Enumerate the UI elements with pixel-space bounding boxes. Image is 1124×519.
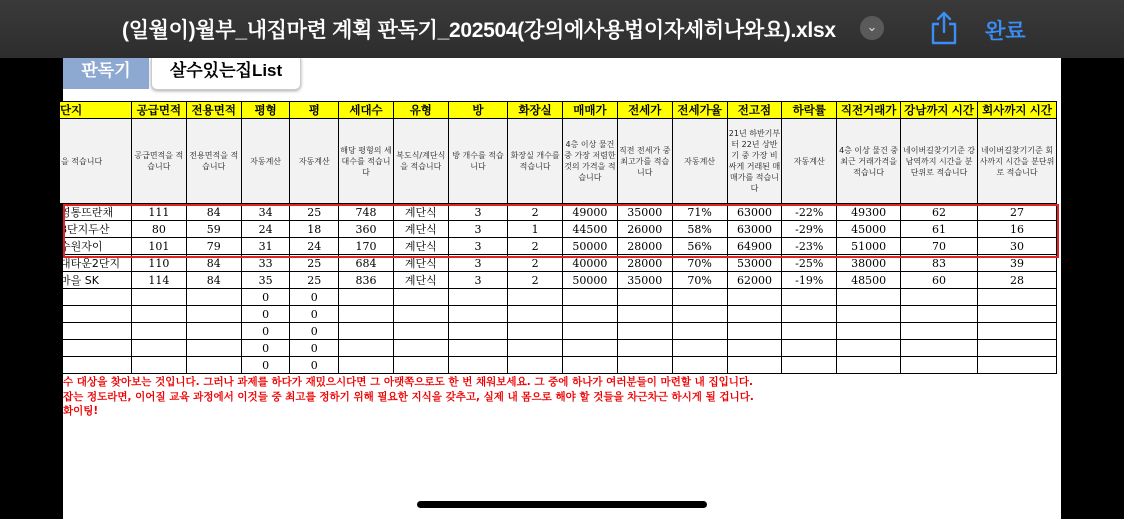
table-cell[interactable] <box>617 306 672 323</box>
table-cell[interactable] <box>782 289 837 306</box>
table-cell[interactable]: 62000 <box>727 272 782 289</box>
table-cell[interactable]: 84 <box>186 255 241 272</box>
table-cell[interactable] <box>901 340 978 357</box>
table-cell[interactable] <box>617 289 672 306</box>
table-cell[interactable]: -29% <box>782 221 837 238</box>
description-cell[interactable]: 자동계산 <box>290 119 339 204</box>
table-cell[interactable]: 3 <box>448 272 508 289</box>
table-cell[interactable]: 30 <box>978 238 1057 255</box>
table-cell[interactable]: 0 <box>290 306 339 323</box>
column-header[interactable]: 방 <box>448 102 508 119</box>
table-cell[interactable]: 24 <box>241 221 290 238</box>
table-cell[interactable] <box>393 340 448 357</box>
table-cell[interactable] <box>727 306 782 323</box>
table-cell[interactable] <box>672 340 727 357</box>
table-cell[interactable] <box>448 306 508 323</box>
table-cell[interactable]: 49000 <box>563 204 618 221</box>
table-cell[interactable] <box>448 357 508 374</box>
document-title: (일월이)월부_내집마련 계획 판독기_202504(강의에사용법이자세히나와요).xlsx <box>122 19 836 42</box>
table-cell[interactable]: 18 <box>290 221 339 238</box>
table-cell[interactable]: 25 <box>290 272 339 289</box>
table-cell[interactable]: 0 <box>290 340 339 357</box>
table-cell[interactable]: 71% <box>672 204 727 221</box>
table-cell[interactable]: 25 <box>290 255 339 272</box>
description-cell[interactable]: 4층 이상 물건 중 최근 거래가격을 적습니다 <box>837 119 901 204</box>
table-cell[interactable]: 24 <box>290 238 339 255</box>
table-cell[interactable]: 3 <box>448 221 508 238</box>
table-row <box>60 204 1057 221</box>
description-cell[interactable]: 자동계산 <box>241 119 290 204</box>
table-cell[interactable]: 0 <box>241 323 290 340</box>
complex-name-cell[interactable]: 마을 SK <box>60 272 132 289</box>
table-cell[interactable] <box>901 306 978 323</box>
tab-house-list[interactable]: 살수있는집List <box>151 58 301 90</box>
note-line: 수 대상을 찾아보는 것입니다. 그러나 과제를 하다가 재밌으시다면 그 아랫쪽으로도 한 번 채워보세요. 그 중에 하나가 여러분들이 마련할 내 집입니다. <box>63 376 753 388</box>
column-header[interactable]: 회사까지 시간 <box>978 102 1057 119</box>
table-row <box>60 357 1057 374</box>
table-cell[interactable] <box>339 306 394 323</box>
title-bar <box>0 0 1124 58</box>
description-cell[interactable]: 직전 전세가 중 최고가를 적습니다 <box>617 119 672 204</box>
table-cell[interactable]: 70% <box>672 255 727 272</box>
description-cell[interactable]: 을 적습니다 <box>60 119 132 204</box>
table-cell[interactable]: 35000 <box>617 204 672 221</box>
table-cell[interactable]: 360 <box>339 221 394 238</box>
header-row <box>60 102 1057 119</box>
table-cell[interactable] <box>508 357 563 374</box>
table-cell[interactable] <box>563 289 618 306</box>
table-cell[interactable] <box>393 306 448 323</box>
table-cell[interactable]: 28000 <box>617 255 672 272</box>
table-cell[interactable]: 84 <box>186 272 241 289</box>
table-cell[interactable]: 63000 <box>727 204 782 221</box>
table-cell[interactable]: 3 <box>448 204 508 221</box>
table-row <box>60 323 1057 340</box>
table-cell[interactable]: 39 <box>978 255 1057 272</box>
table-cell[interactable]: 계단식 <box>393 221 448 238</box>
table-cell[interactable] <box>563 340 618 357</box>
table-cell[interactable] <box>978 357 1057 374</box>
tab-reader[interactable]: 판독기 <box>63 58 149 89</box>
complex-name-cell[interactable] <box>60 357 132 374</box>
table-cell[interactable] <box>393 323 448 340</box>
table-cell[interactable] <box>131 340 186 357</box>
table-cell[interactable] <box>901 289 978 306</box>
description-cell[interactable]: 화장실 개수를 적습니다 <box>508 119 563 204</box>
table-cell[interactable] <box>782 323 837 340</box>
column-header[interactable]: 전고점 <box>727 102 782 119</box>
table-cell[interactable] <box>393 357 448 374</box>
table-cell[interactable] <box>727 340 782 357</box>
table-cell[interactable]: 0 <box>241 357 290 374</box>
table-cell[interactable] <box>448 323 508 340</box>
description-cell[interactable]: 네이버길찾기기준 회사까지 시간을 분단위로 적습니다 <box>978 119 1057 204</box>
table-cell[interactable]: 25 <box>290 204 339 221</box>
table-cell[interactable]: 3 <box>448 238 508 255</box>
table-cell[interactable] <box>131 289 186 306</box>
table-cell[interactable]: 50000 <box>563 272 618 289</box>
table-cell[interactable]: 51000 <box>837 238 901 255</box>
table-cell[interactable]: 114 <box>131 272 186 289</box>
table-cell[interactable] <box>448 289 508 306</box>
table-cell[interactable]: 35 <box>241 272 290 289</box>
description-cell[interactable]: 전용면적을 적습니다 <box>186 119 241 204</box>
table-cell[interactable]: 60 <box>901 272 978 289</box>
table-cell[interactable]: 110 <box>131 255 186 272</box>
table-cell[interactable]: 0 <box>241 289 290 306</box>
table-cell[interactable] <box>131 357 186 374</box>
table-cell[interactable]: 44500 <box>563 221 618 238</box>
table-cell[interactable] <box>617 357 672 374</box>
table-cell[interactable]: 35000 <box>617 272 672 289</box>
column-header[interactable]: 평 <box>290 102 339 119</box>
table-cell[interactable] <box>339 340 394 357</box>
table-cell[interactable] <box>186 306 241 323</box>
table-cell[interactable]: 0 <box>241 306 290 323</box>
column-header[interactable]: 유형 <box>393 102 448 119</box>
table-cell[interactable]: 748 <box>339 204 394 221</box>
table-cell[interactable]: 3 <box>448 255 508 272</box>
table-cell[interactable] <box>782 340 837 357</box>
table-cell[interactable] <box>672 289 727 306</box>
table-cell[interactable] <box>837 357 901 374</box>
description-cell[interactable]: 자동계산 <box>782 119 837 204</box>
table-cell[interactable] <box>508 306 563 323</box>
table-cell[interactable] <box>837 323 901 340</box>
description-cell[interactable]: 자동계산 <box>672 119 727 204</box>
description-cell[interactable]: 4층 이상 물건 중 가장 저렴한 것의 가격을 적습니다 <box>563 119 618 204</box>
description-cell[interactable]: 공급면적을 적습니다 <box>131 119 186 204</box>
table-row <box>60 306 1057 323</box>
table-cell[interactable]: 70 <box>901 238 978 255</box>
chevron-down-icon[interactable]: ⌄ <box>860 16 884 40</box>
note-line: 화이팅! <box>63 405 99 417</box>
table-cell[interactable]: 2 <box>508 204 563 221</box>
table-row <box>60 255 1057 272</box>
complex-name-cell[interactable]: 수원자이 <box>60 238 132 255</box>
table-cell[interactable] <box>508 323 563 340</box>
table-cell[interactable]: 45000 <box>837 221 901 238</box>
table-cell[interactable] <box>978 289 1057 306</box>
home-indicator <box>417 501 707 508</box>
table-cell[interactable] <box>837 289 901 306</box>
table-cell[interactable]: 1 <box>508 221 563 238</box>
table-cell[interactable] <box>563 323 618 340</box>
table-cell[interactable] <box>131 306 186 323</box>
table-cell[interactable] <box>508 289 563 306</box>
complex-name-cell[interactable]: 영통뜨란채 <box>60 204 132 221</box>
description-cell[interactable]: 21년 하반기부터 22년 상반기 중 가장 비싸게 거래된 매매가를 적습니다 <box>727 119 782 204</box>
column-header[interactable]: 하락률 <box>782 102 837 119</box>
description-cell[interactable]: 방 개수를 적습니다 <box>448 119 508 204</box>
table-cell[interactable]: -25% <box>782 255 837 272</box>
note-line: 잡는 정도라면, 이어질 교육 과정에서 이것들 중 최고를 정하기 위해 필요한 지식을 갖추고, 실제 내 몸으로 해야 할 것들을 차근차근 하시게 될 겁니다. <box>63 390 754 403</box>
table-cell[interactable]: 33 <box>241 255 290 272</box>
table-cell[interactable] <box>186 357 241 374</box>
table-cell[interactable]: 59 <box>186 221 241 238</box>
table-cell[interactable]: 64900 <box>727 238 782 255</box>
table-cell[interactable]: 101 <box>131 238 186 255</box>
table-cell[interactable]: 2 <box>508 255 563 272</box>
table-cell[interactable]: 63000 <box>727 221 782 238</box>
table-row <box>60 238 1057 255</box>
table-cell[interactable] <box>393 289 448 306</box>
table-cell[interactable] <box>672 306 727 323</box>
table-cell[interactable]: 61 <box>901 221 978 238</box>
table-cell[interactable]: 50000 <box>563 238 618 255</box>
table-cell[interactable]: 80 <box>131 221 186 238</box>
table-cell[interactable]: -22% <box>782 204 837 221</box>
table-row <box>60 340 1057 357</box>
table-cell[interactable] <box>672 357 727 374</box>
description-cell[interactable]: 네이버길찾기기준 강남역까지 시간을 분단위로 적습니다 <box>901 119 978 204</box>
table-cell[interactable]: 83 <box>901 255 978 272</box>
table-cell[interactable]: 79 <box>186 238 241 255</box>
table-cell[interactable] <box>186 289 241 306</box>
column-header[interactable]: 매매가 <box>563 102 618 119</box>
table-cell[interactable]: -23% <box>782 238 837 255</box>
table-cell[interactable]: 684 <box>339 255 394 272</box>
complex-name-cell[interactable]: 8단지두산 <box>60 221 132 238</box>
table-cell[interactable] <box>186 323 241 340</box>
complex-name-cell[interactable]: 대타운2단지 <box>60 255 132 272</box>
table-cell[interactable]: 0 <box>241 340 290 357</box>
complex-name-cell[interactable] <box>60 340 132 357</box>
table-cell[interactable]: 2 <box>508 238 563 255</box>
notes <box>63 375 754 419</box>
table-cell[interactable] <box>339 357 394 374</box>
table-cell[interactable]: 836 <box>339 272 394 289</box>
spreadsheet[interactable] <box>60 58 1061 519</box>
table-cell[interactable]: -19% <box>782 272 837 289</box>
table-cell[interactable] <box>617 340 672 357</box>
table-cell[interactable]: 31 <box>241 238 290 255</box>
table-cell[interactable]: 계단식 <box>393 204 448 221</box>
table-cell[interactable]: 26000 <box>617 221 672 238</box>
done-button[interactable]: 완료 <box>985 20 1026 43</box>
column-header[interactable]: 전용면적 <box>186 102 241 119</box>
column-header[interactable]: 전세가 <box>617 102 672 119</box>
table-cell[interactable]: 0 <box>290 289 339 306</box>
description-cell[interactable]: 복도식/계단식을 적습니다 <box>393 119 448 204</box>
table-cell[interactable]: 34 <box>241 204 290 221</box>
table-cell[interactable]: 53000 <box>727 255 782 272</box>
table-cell[interactable]: 0 <box>290 323 339 340</box>
table-cell[interactable] <box>837 340 901 357</box>
description-cell[interactable]: 해당 평형의 세대수를 적습니다 <box>339 119 394 204</box>
table-cell[interactable]: 111 <box>131 204 186 221</box>
table-cell[interactable]: 28000 <box>617 238 672 255</box>
table-cell[interactable]: 49300 <box>837 204 901 221</box>
table-cell[interactable] <box>186 340 241 357</box>
complex-name-cell[interactable] <box>60 306 132 323</box>
table-cell[interactable]: 계단식 <box>393 272 448 289</box>
column-header[interactable]: 평형 <box>241 102 290 119</box>
table-cell[interactable] <box>131 323 186 340</box>
column-header[interactable]: 전세가율 <box>672 102 727 119</box>
table-cell[interactable]: 70% <box>672 272 727 289</box>
table-cell[interactable]: 62 <box>901 204 978 221</box>
table-row <box>60 289 1057 306</box>
column-header[interactable]: 세대수 <box>339 102 394 119</box>
column-header[interactable]: 공급면적 <box>131 102 186 119</box>
table-cell[interactable] <box>901 357 978 374</box>
table-cell[interactable]: 58% <box>672 221 727 238</box>
house-table <box>59 101 1057 374</box>
table-cell[interactable]: 40000 <box>563 255 618 272</box>
table-cell[interactable] <box>617 323 672 340</box>
column-header[interactable]: 화장실 <box>508 102 563 119</box>
table-cell[interactable]: 27 <box>978 204 1057 221</box>
table-cell[interactable] <box>448 340 508 357</box>
share-icon[interactable] <box>930 11 958 45</box>
table-cell[interactable]: 16 <box>978 221 1057 238</box>
table-cell[interactable] <box>782 306 837 323</box>
table-cell[interactable] <box>978 340 1057 357</box>
complex-name-cell[interactable] <box>60 323 132 340</box>
table-cell[interactable]: 계단식 <box>393 238 448 255</box>
table-cell[interactable] <box>339 289 394 306</box>
column-header[interactable]: 강남까지 시간 <box>901 102 978 119</box>
table-cell[interactable] <box>727 323 782 340</box>
table-cell[interactable]: 0 <box>290 357 339 374</box>
table-cell[interactable] <box>339 323 394 340</box>
table-cell[interactable]: 170 <box>339 238 394 255</box>
table-cell[interactable]: 계단식 <box>393 255 448 272</box>
table-cell[interactable] <box>782 357 837 374</box>
table-cell[interactable]: 2 <box>508 272 563 289</box>
table-cell[interactable] <box>901 323 978 340</box>
table-cell[interactable] <box>563 306 618 323</box>
table-cell[interactable]: 56% <box>672 238 727 255</box>
complex-name-cell[interactable] <box>60 289 132 306</box>
description-row <box>60 119 1057 204</box>
table-cell[interactable] <box>672 323 727 340</box>
column-header[interactable]: 직전거래가 <box>837 102 901 119</box>
table-cell[interactable]: 38000 <box>837 255 901 272</box>
table-cell[interactable]: 84 <box>186 204 241 221</box>
table-cell[interactable]: 48500 <box>837 272 901 289</box>
table-cell[interactable] <box>727 357 782 374</box>
table-cell[interactable] <box>563 357 618 374</box>
table-row <box>60 272 1057 289</box>
table-cell[interactable] <box>837 306 901 323</box>
table-cell[interactable] <box>727 289 782 306</box>
table-cell[interactable] <box>978 323 1057 340</box>
table-row <box>60 221 1057 238</box>
table-cell[interactable]: 28 <box>978 272 1057 289</box>
table-cell[interactable] <box>508 340 563 357</box>
column-header[interactable]: 단지 <box>60 102 132 119</box>
table-cell[interactable] <box>978 306 1057 323</box>
